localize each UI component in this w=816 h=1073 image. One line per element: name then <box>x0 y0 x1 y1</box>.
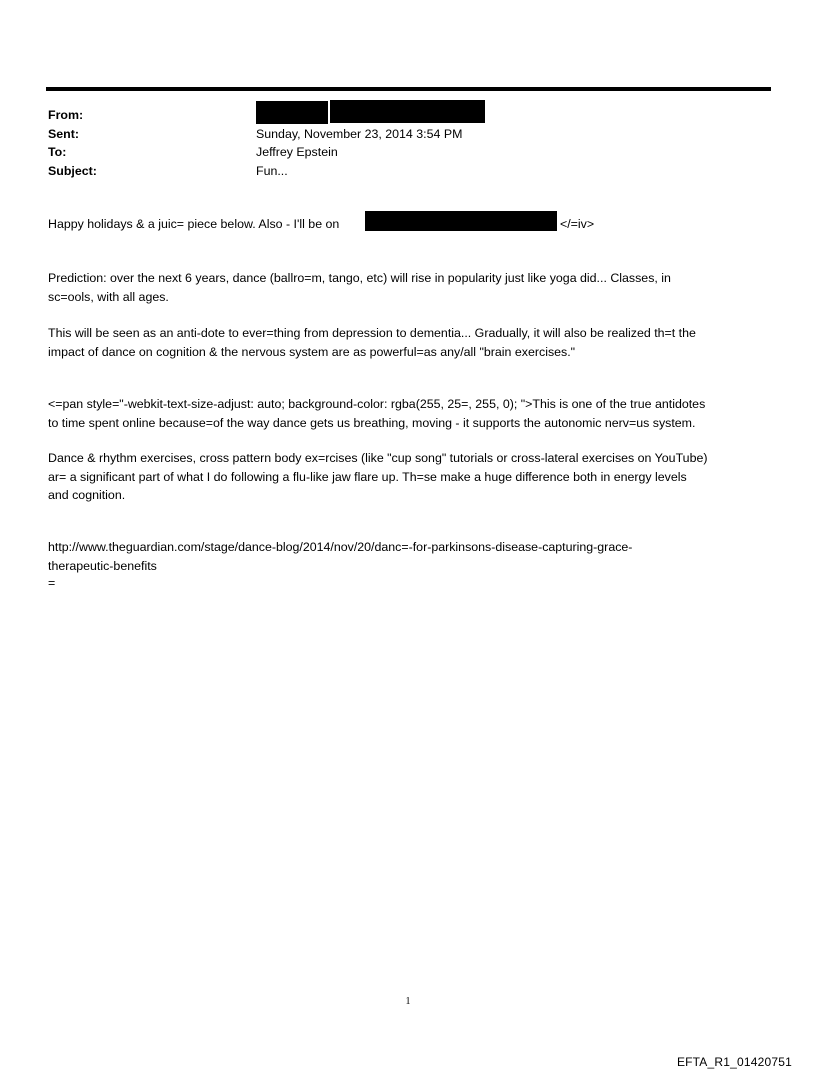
article-url-cont: therapeutic-benefits <box>48 558 157 573</box>
subject-value: Fun... <box>256 163 288 178</box>
to-row <box>48 143 768 162</box>
redaction-block <box>256 101 328 124</box>
sent-value: Sunday, November 23, 2014 3:54 PM <box>256 126 463 141</box>
body-line: ar= a significant part of what I do following a flu-like jaw flare up. Th=se make a huge difference both in energy levels <box>48 469 687 484</box>
greeting-tail: </=iv> <box>560 217 595 231</box>
body-line <box>48 215 773 234</box>
trailing-char: = <box>48 576 56 590</box>
document-id: EFTA_R1_01420751 <box>676 1055 792 1069</box>
redaction-block <box>330 100 485 123</box>
page-number: 1 <box>405 996 411 1007</box>
sent-label: Sent: <box>48 126 79 141</box>
header-divider <box>46 87 771 91</box>
article-url: http://www.theguardian.com/stage/dance-blog/2014/nov/20/danc=-for-parkinsons-disease-capturing-grace- <box>48 540 633 554</box>
from-label: From: <box>48 108 84 122</box>
body-line: sc=ools, with all ages. <box>48 289 169 304</box>
from-row <box>48 106 768 125</box>
body-line: Dance & rhythm exercises, cross pattern body ex=rcises (like "cup song" tutorials or cross-lateral exercises on YouTube) <box>48 451 708 465</box>
to-value: Jeffrey Epstein <box>256 145 338 159</box>
subject-row <box>48 162 768 181</box>
email-header <box>48 106 768 180</box>
body-line: to time spent online because=of the way dance gets us breathing, moving - it supports the autonomic nerv=us system. <box>48 415 696 430</box>
body-line: This will be seen as an anti-dote to ever=thing from depression to dementia... Gradually, it will also be realized th=t the <box>48 326 696 340</box>
paragraph-exercises <box>48 449 773 505</box>
greeting-text: Happy holidays & a juic= piece below. Also - I'll be on <box>48 217 340 231</box>
subject-label: Subject: <box>48 163 97 178</box>
sent-row <box>48 125 768 144</box>
redaction-block <box>365 211 557 231</box>
body-line: Prediction: over the next 6 years, dance (ballro=m, tango, etc) will rise in popularity just like yoga did... Classes, in <box>48 271 671 285</box>
paragraph-link <box>48 538 773 575</box>
body-line: and cognition. <box>48 488 126 502</box>
body-line: impact of dance on cognition & the nervous system are as powerful=as any/all "brain exercises." <box>48 344 576 359</box>
paragraph-prediction <box>48 269 773 306</box>
paragraph-greeting <box>48 215 773 234</box>
paragraph-antidote <box>48 324 773 361</box>
paragraph-online <box>48 395 773 432</box>
body-line: <=pan style="-webkit-text-size-adjust: auto; background-color: rgba(255, 25=, 255, 0); ">This is one of the true antidotes <box>48 397 706 411</box>
to-label: To: <box>48 145 67 159</box>
